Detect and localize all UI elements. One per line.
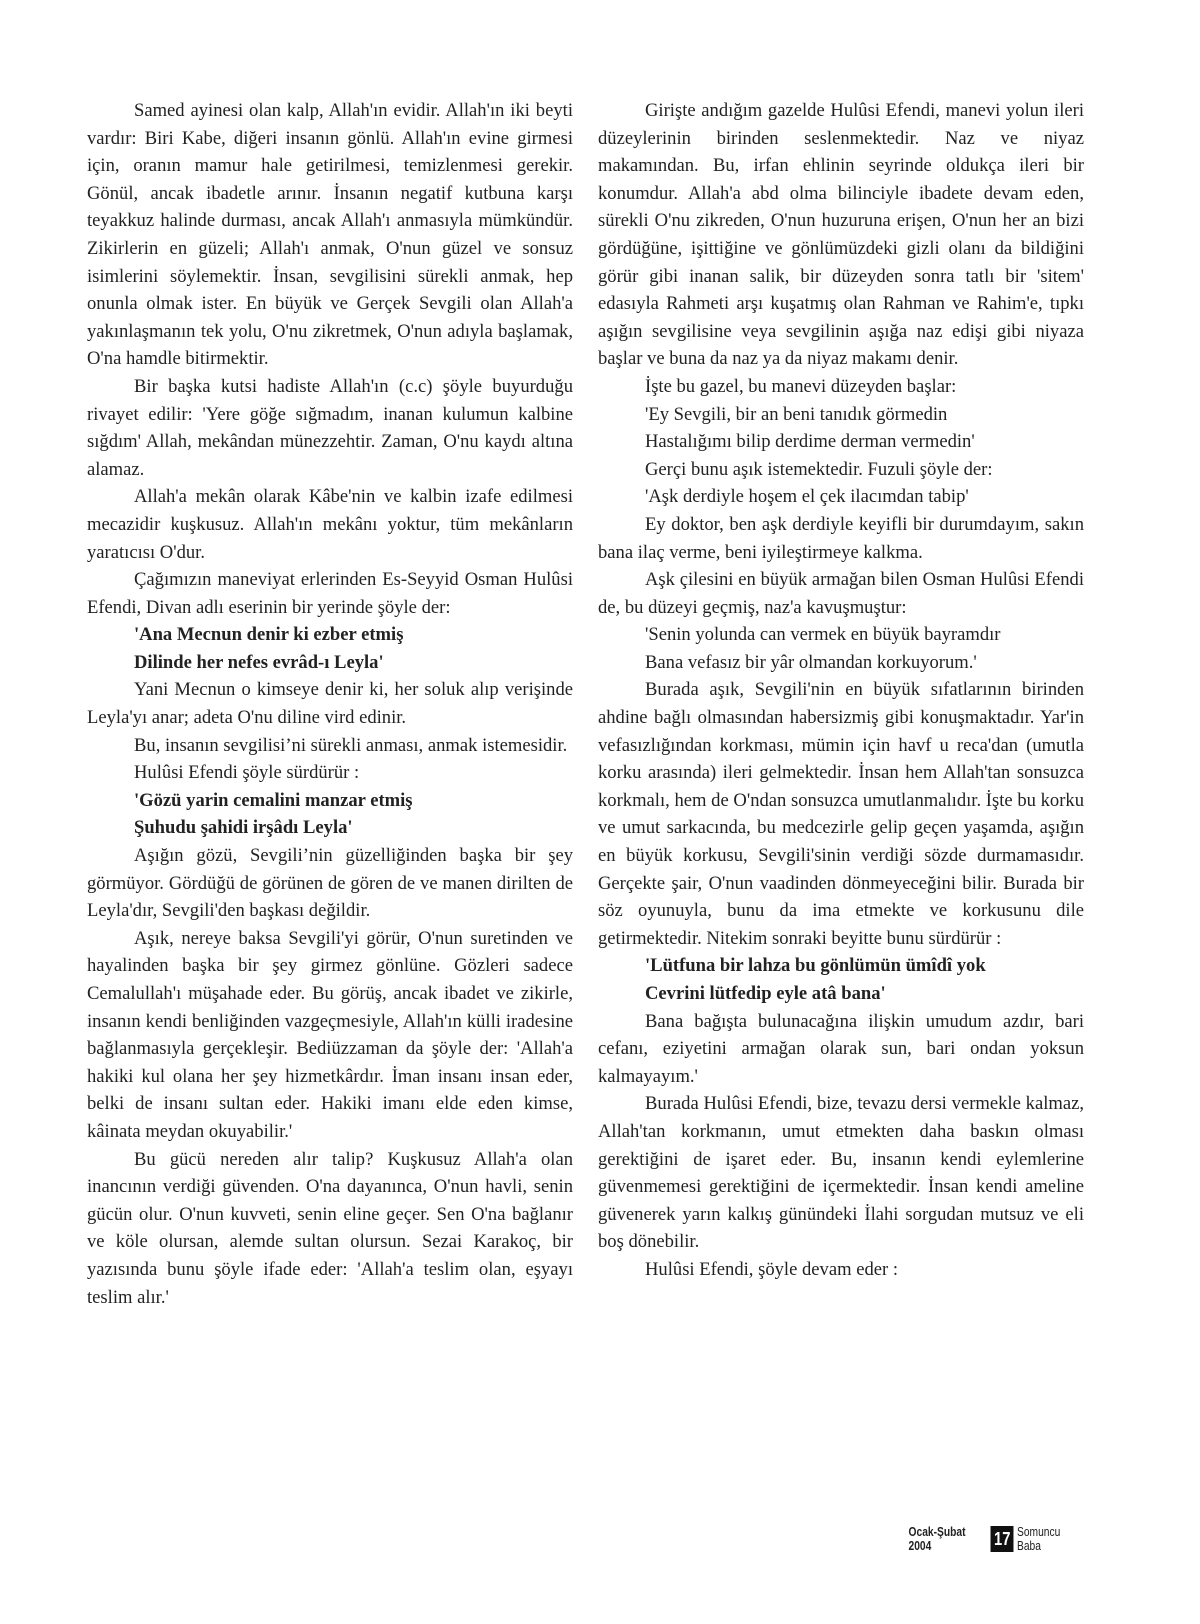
right-column	[598, 97, 1084, 1284]
verse-line: Şuhudu şahidi irşâdı Leyla'	[134, 817, 353, 839]
issue-date: Ocak-Şubat 2004	[908, 1525, 966, 1553]
left-column	[87, 97, 573, 1311]
paragraph: Girişte andığım gazelde Hulûsi Efendi, manevi yolun ileri düzeylerinin birinden seslenmektedir. Naz ve niyaz makamından. Bu, irfan ehlinin seyrinde oldukça ileri bir konumdur. Allah'a abd olma bilinciyle ibadete devam eden, sürekli O'nu zikreden, O'nun huzuruna erişen, O'nun her an bizi gördüğüne, işittiğine ve gönlümüzdeki gizli olanı da bildiğini görür gibi inanan salik, bir düzeyden sonra tatlı bir 'sitem' edasıyla Rahmeti arşı kuşatmış olan Rahman ve Rahim'e, tıpkı aşığın sevgilisine veya sevgilinin aşığa naz edişi gibi niyaza başlar ve buna da naz ya da niyaz makamı denir.	[598, 100, 1084, 370]
paragraph: Ey doktor, ben aşk derdiyle keyifli bir durumdayım, sakın bana ilaç verme, beni iyileştirmeye kalkma.	[598, 513, 1084, 563]
paragraph: Çağımızın maneviyat erlerinden Es-Seyyid Osman Hulûsi Efendi, Divan adlı eserinin bir yerinde şöyle der:	[87, 569, 573, 618]
paragraph: Burada Hulûsi Efendi, bize, tevazu dersi vermekle kalmaz, Allah'tan korkmanın, umut etmekten daha baskın olması gerektiğini de işaret eder. Bu, insanın kendi eylemlerine güvenmemesi gerektiğini de içermektedir. İnsan kendi ameline güvenerek yarın kalkış günündeki İlahi sorgudan mutsuz ve eli boş dönebilir.	[598, 1093, 1084, 1253]
paragraph: Bana bağışta bulunacağına ilişkin umudum azdır, bari cefanı, eziyetini armağan olarak sun, bari ondan yoksun kalmayayım.'	[598, 1010, 1084, 1087]
verse-line: Hastalığımı bilip derdime derman vermedin'	[645, 431, 975, 453]
verse-line: 'Lütfuna bir lahza bu gönlümün ümîdî yok	[645, 955, 986, 977]
verse-line: Dilinde her nefes evrâd-ı Leyla'	[134, 651, 384, 673]
paragraph: Hulûsi Efendi şöyle sürdürür :	[134, 762, 360, 784]
paragraph: Aşık, nereye baksa Sevgili'yi görür, O'nun suretinden ve hayalinden başka bir şey girmez gönlüne. Gözleri sadece Cemalullah'ı müşahade eder. Bu görüş, ancak ibadet ve zikirle, insanın kendi benliğinden vazgeçmesiyle, Allah'ın külli iradesine bağlanmasıyla gerçekleşir. Bediüzzaman da şöyle der: 'Allah'a hakiki kul olana her şey hizmetkârdır. İman insanı insan eder, belki de insanı sultan eder. Hakiki imanı elde eden kimse, kâinata meydan okuyabilir.'	[87, 927, 573, 1142]
magazine-name: Somuncu Baba	[1017, 1525, 1061, 1553]
paragraph: Bu gücü nereden alır talip? Kuşkusuz Allah'a olan inancının verdiği güvenden. O'na dayanınca, O'nun havli, senin gücün olur. O'nun kuvveti, senin eline geçer. Sen O'na bağlanır ve köle olursan, alemde sultan olursun. Sezai Karakoç, bir yazısında bunu şöyle ifade eder: 'Allah'a teslim olan, eşyayı teslim alır.'	[87, 1148, 573, 1308]
page-footer	[909, 1525, 1084, 1553]
verse-line: 'Gözü yarin cemalini manzar etmiş	[134, 789, 413, 811]
paragraph: Allah'a mekân olarak Kâbe'nin ve kalbin izafe edilmesi mecazidir kuşkusuz. Allah'ın mekânı yoktur, tüm mekânların yaratıcısı O'dur.	[87, 486, 573, 563]
paragraph: Bir başka kutsi hadiste Allah'ın (c.c) şöyle buyurduğu rivayet edilir: 'Yere göğe sığmadım, inanan kulumun kalbine sığdım' Allah, mekândan münezzehtir. Zaman, O'nu kaydı altına alamaz.	[87, 375, 573, 480]
verse-line: Bana vefasız bir yâr olmandan korkuyorum.'	[645, 651, 977, 673]
verse-line: Cevrini lütfedip eyle atâ bana'	[645, 983, 886, 1004]
verse-line: 'Ana Mecnun denir ki ezber etmiş	[134, 624, 404, 646]
paragraph: Hulûsi Efendi, şöyle devam eder :	[645, 1258, 899, 1280]
paragraph: Bu, insanın sevgilisi’ni sürekli anması, anmak istemesidir.	[134, 734, 568, 756]
verse-line: İşte bu gazel, bu manevi düzeyden başlar:	[645, 375, 957, 397]
verse-line: 'Ey Sevgili, bir an beni tanıdık görmedin	[645, 403, 948, 425]
paragraph: Burada aşık, Sevgili'nin en büyük sıfatlarının birinden ahdine bağlı olmasından habersizmiş gibi konuşmaktadır. Yar'in vefasızlığından korkması, mümin için havf u reca'dan (umutla korku arasında) ileri gelmektedir. İnsan hem Allah'tan sonsuzca korkmalı, hem de O'ndan sonsuzca umutlanmalıdır. İşte bu korku ve umut sarkacında, bu medcezirle gelip geçen yaşamda, aşığın en büyük korkusu, Sevgili'sinin verdiği sözde durmamasıdır. Gerçekte şair, O'nun vaadinden dönmeyeceğini bilir. Burada bir söz oyunuyla, bunu da ima etmekte ve korkusunu dile getirmektedir. Nitekim sonraki beyitte bunu sürdürür :	[598, 679, 1084, 949]
paragraph: Aşk çilesini en büyük armağan bilen Osman Hulûsi Efendi de, bu düzeyi geçmiş, naz'a kavuşmuştur:	[598, 569, 1084, 618]
paragraph: Aşığın gözü, Sevgili’nin güzelliğinden başka bir şey görmüyor. Gördüğü de görünen de gören de ve manen dirilten de Leyla'dır, Sevgili'den başkası değildir.	[87, 845, 573, 922]
paragraph: Samed ayinesi olan kalp, Allah'ın evidir. Allah'ın iki beyti vardır: Biri Kabe, diğeri insanın gönlü. Allah'ın evine girmesi için, oranın mamur hale getirilmesi, temizlenmesi gerekir. Gönül, ancak ibadetle arınır. İnsanın negatif kutbuna karşı teyakkuz halinde durması, ancak Allah'ı anmasıyla mümkündür. Zikirlerin en güzeli; Allah'ı anmak, O'nun güzel ve sonsuz isimlerini söylemektir. İnsan, sevgilisini sürekli anmak, hep onunla olmak ister. En büyük ve Gerçek Sevgili olan Allah'a yakınlaşmanın tek yolu, O'nu zikretmek, O'nun adıyla başlamak, O'na hamdle bitirmektir.	[87, 100, 573, 370]
verse-line: Gerçi bunu aşık istemektedir. Fuzuli şöyle der:	[645, 458, 993, 480]
paragraph: 'Senin yolunda can vermek en büyük bayramdır	[645, 624, 1001, 646]
page-number: 17	[991, 1526, 1014, 1552]
verse-line: 'Aşk derdiyle hoşem el çek ilacımdan tabip'	[645, 486, 969, 508]
paragraph: Yani Mecnun o kimseye denir ki, her soluk alıp verişinde Leyla'yı anar; adeta O'nu diline vird edinir.	[87, 679, 573, 729]
